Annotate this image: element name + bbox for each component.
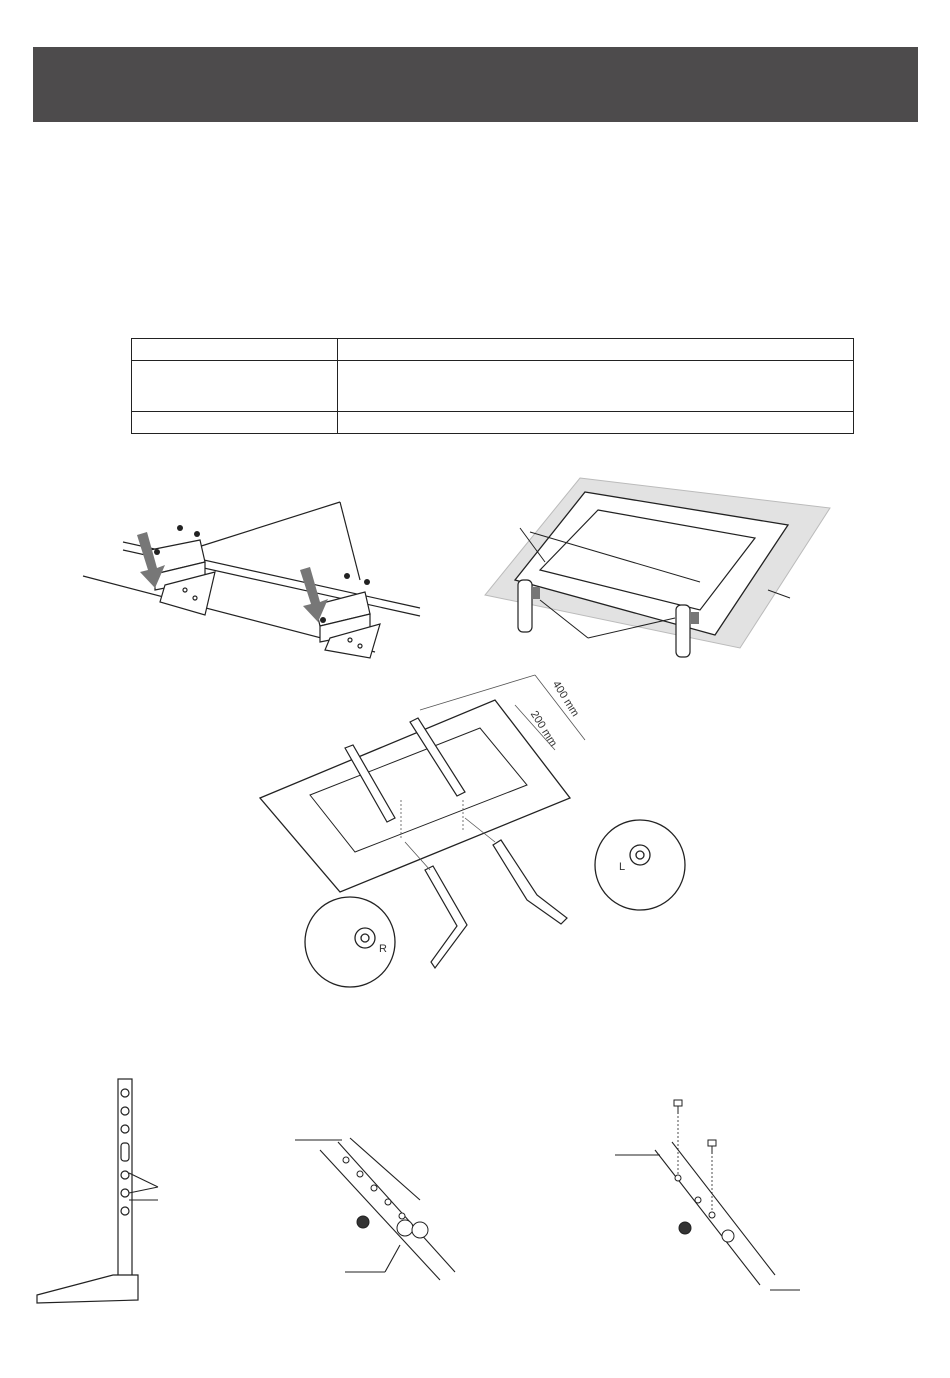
rail-closeup-figure — [290, 1130, 470, 1300]
stand-leg-left — [518, 580, 532, 632]
tv-facedown-figure — [470, 470, 850, 670]
stand-assembly-figure — [255, 670, 700, 990]
screw-icon — [674, 1100, 716, 1154]
table-row — [132, 339, 854, 361]
zoom-circle-right — [595, 820, 685, 910]
header-bar — [33, 47, 918, 122]
table-cell — [132, 339, 338, 361]
table-cell — [338, 339, 854, 361]
stand-mark-l: L — [619, 861, 626, 873]
spec-table — [131, 338, 854, 434]
table-cell — [338, 361, 854, 412]
table-row — [132, 361, 854, 412]
zoom-circle-left — [305, 897, 395, 987]
stand-leg-right — [493, 840, 567, 924]
table-cell — [338, 412, 854, 434]
stand-leg-right — [676, 605, 690, 657]
vesa-400-label: 400 mm — [549, 678, 582, 719]
table-cell — [132, 361, 338, 412]
table-cell — [132, 412, 338, 434]
vesa-200-label: 200 mm — [527, 708, 560, 749]
stand-leg-left — [425, 866, 467, 968]
bracket-rail-figure — [75, 490, 435, 665]
stand-leg-side-figure — [33, 1075, 173, 1305]
table-row — [132, 412, 854, 434]
screw-install-figure — [610, 1090, 810, 1300]
stand-mark-r: R — [379, 943, 387, 955]
